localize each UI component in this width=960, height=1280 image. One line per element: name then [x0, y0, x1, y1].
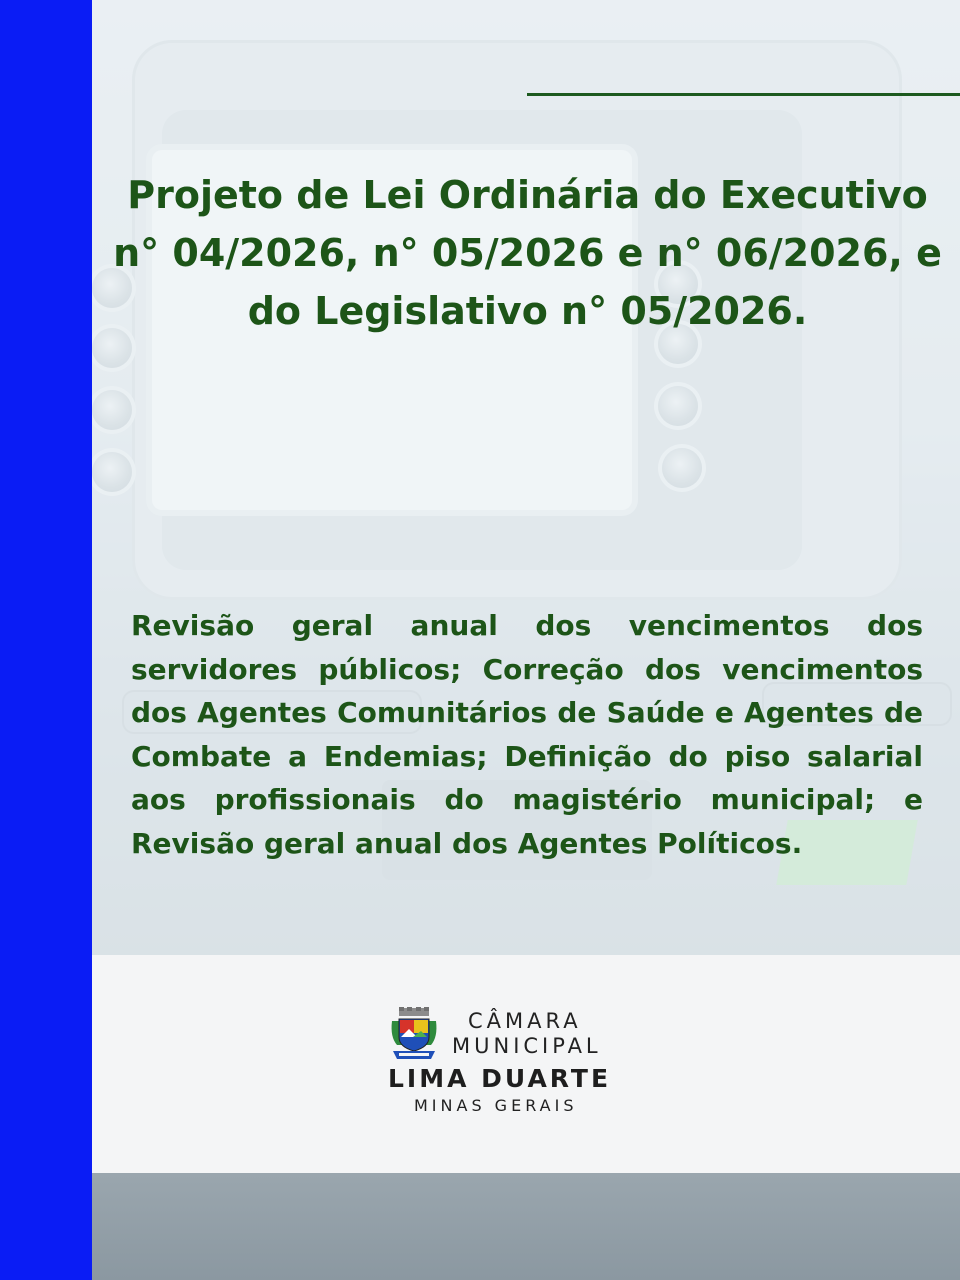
- logo-line-camara: CÂMARA: [468, 1009, 582, 1033]
- logo-line-state: MINAS GERAIS: [414, 1096, 578, 1115]
- logo-line-city: LIMA DUARTE: [388, 1064, 612, 1093]
- logo-line-municipal: MUNICIPAL: [452, 1034, 602, 1058]
- bill-description: Revisão geral anual dos vencimentos dos servidores públicos; Correção dos vencimentos dos Agentes Comunitários de Saúde e Agentes de Combate a Endemias; Definição do piso salarial aos profissionais do magistério municipal; e Revisão geral anual dos Agentes Políticos.: [131, 609, 923, 860]
- left-blue-bar: [0, 0, 92, 1280]
- coat-of-arms-icon: [387, 1007, 441, 1063]
- decorative-line: [527, 93, 960, 96]
- page-title: Projeto de Lei Ordinária do Executivo n° 04/2026, n° 05/2026 e n° 06/2026, e do Legislativo n° 05/2026.: [113, 173, 942, 333]
- bottom-band: [92, 1173, 960, 1280]
